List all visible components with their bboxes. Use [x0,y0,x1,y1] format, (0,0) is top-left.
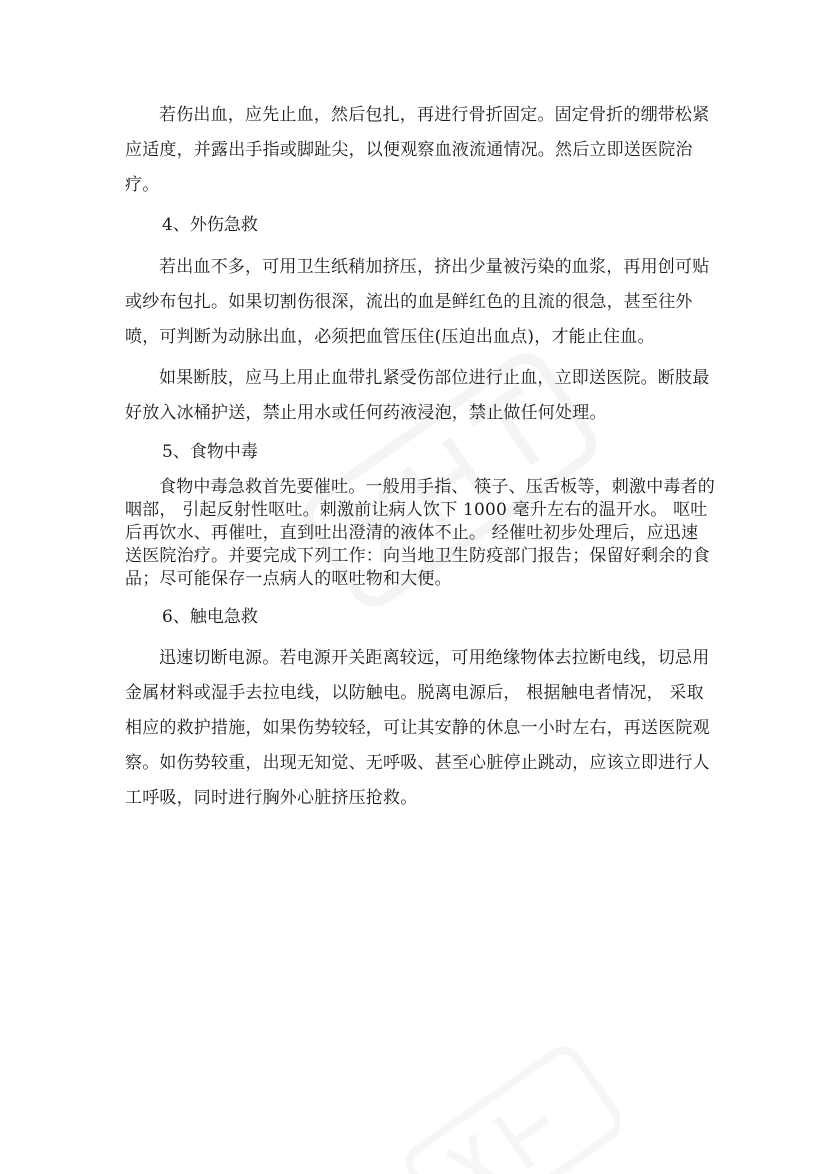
paragraph-food-poisoning: 食物中毒急救首先要催吐。一般用手指、 筷子、压舌板等，刺激中毒者的咽部， 引起反射性呕吐。刺激前让病人饮下 1000 毫升左右的温开水。 呕吐后再饮水、再催吐，直到吐出澄清的液体不止。 经催吐初步处理后，应迅速送医院治疗。并要完成下列工作：向当地卫生防疫部门报告；保留好剩余的食品；尽可能保存一点病人的呕吐物和大便。 [125,477,716,589]
paragraph-electric-shock: 迅速切断电源。若电源开关距离较远，可用绝缘物体去拉断电线，切忌用金属材料或湿手去拉电线，以防触电。脱离电源后， 根据触电者情况， 采取相应的救护措施，如果伤势较轻，可让其安静的休息一小时左右，再送医院观察。如伤势较重，出现无知觉、无呼吸、甚至心脏停止跳动，应该立即进行人工呼吸，同时进行胸外心脏挤压抢救。 [125,648,710,808]
paragraph-amputation: 如果断肢，应马上用止血带扎紧受伤部位进行止血，立即送医院。断肢最好放入冰桶护送，禁止用水或任何药液浸泡，禁止做任何处理。 [125,368,710,423]
section-heading-food-poisoning: 5、食物中毒 [162,442,258,462]
paragraph-fracture-bleeding: 若伤出血，应先止血，然后包扎，再进行骨折固定。固定骨折的绷带松紧应适度，并露出手指或脚趾尖，以便观察血液流通情况。然后立即送医院治疗。 [125,105,710,195]
section-heading-trauma-first-aid: 4、外伤急救 [162,215,258,235]
section-heading-electric-shock: 6、触电急救 [162,607,258,627]
watermark-corner-icon [380,1020,620,1174]
paragraph-bleeding-treatment: 若出血不多，可用卫生纸稍加挤压，挤出少量被污染的血浆，再用创可贴或纱布包扎。如果切割伤很深，流出的血是鲜红色的且流的很急，甚至往外喷，可判断为动脉出血，必须把血管压住(压迫出血点)，才能止住血。 [125,257,710,347]
